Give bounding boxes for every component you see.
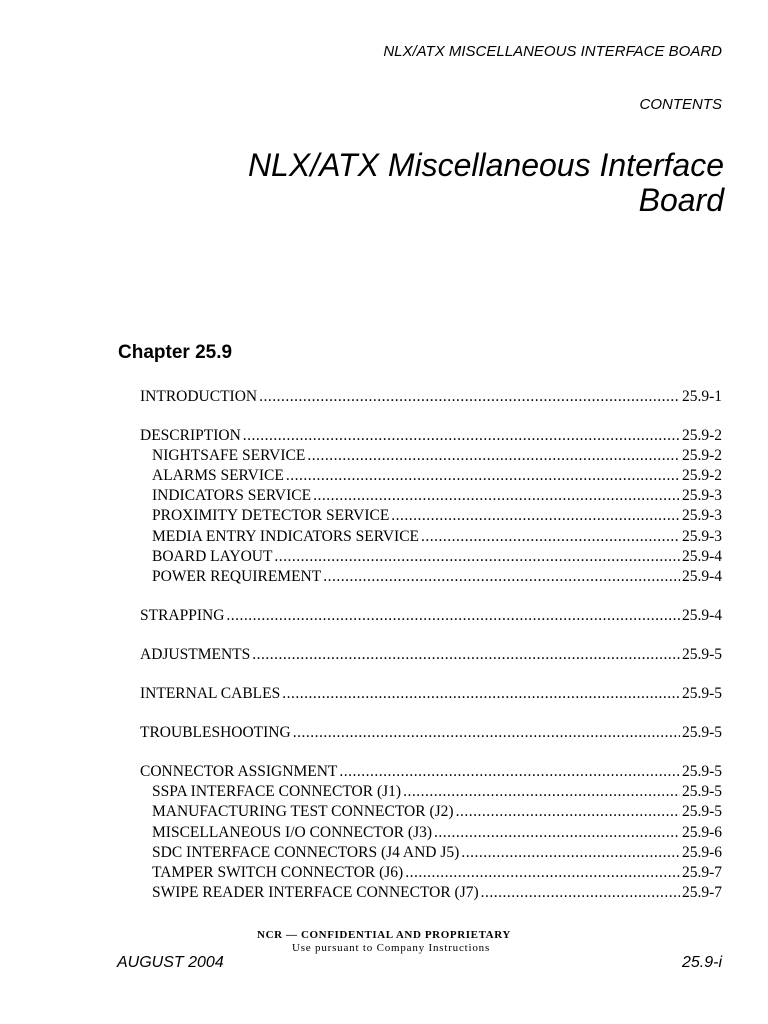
toc-entry[interactable] <box>140 466 722 486</box>
toc-dot-leader <box>434 823 680 843</box>
toc-entry-title: INDICATORS SERVICE <box>152 487 312 505</box>
toc-entry-page: 25.9-7 <box>681 883 722 901</box>
toc-entry-title: SSPA INTERFACE CONNECTOR (J1) <box>152 783 402 801</box>
toc-entry[interactable] <box>140 883 722 903</box>
toc-entry-page: 25.9-4 <box>681 567 722 585</box>
toc-entry-title: ALARMS SERVICE <box>152 467 284 485</box>
toc-dot-leader <box>403 782 680 802</box>
toc-dot-leader <box>456 802 680 822</box>
toc-entry-title: MEDIA ENTRY INDICATORS SERVICE <box>152 527 420 545</box>
toc-entry-page: 25.9-3 <box>681 507 722 525</box>
toc-entry[interactable] <box>140 606 722 626</box>
toc-entry[interactable] <box>140 446 722 466</box>
toc-entry-page: 25.9-2 <box>681 427 722 445</box>
toc-dot-leader <box>243 426 680 446</box>
toc-entry-page: 25.9-3 <box>681 487 722 505</box>
toc-dot-leader <box>421 527 680 547</box>
toc-group <box>140 645 722 665</box>
toc-entry[interactable] <box>140 486 722 506</box>
toc-entry[interactable] <box>140 843 722 863</box>
toc-dot-leader <box>481 883 680 903</box>
toc-entry-title: BOARD LAYOUT <box>152 547 273 565</box>
toc-entry-page: 25.9-5 <box>681 803 722 821</box>
toc-entry[interactable] <box>140 762 722 782</box>
toc-dot-leader <box>307 446 680 466</box>
document-title-line-1: NLX/ATX Miscellaneous Interface <box>247 147 724 183</box>
toc-entry[interactable] <box>140 506 722 526</box>
footer-date: AUGUST 2004 <box>117 954 224 971</box>
toc-entry-title: NIGHTSAFE SERVICE <box>152 447 306 465</box>
toc-entry[interactable] <box>140 426 722 446</box>
toc-dot-leader <box>461 843 680 863</box>
toc-dot-leader <box>405 863 680 883</box>
toc-entry[interactable] <box>140 782 722 802</box>
toc-entry[interactable] <box>140 823 722 843</box>
toc-entry-title: CONNECTOR ASSIGNMENT <box>140 763 338 781</box>
toc-entry-page: 25.9-2 <box>681 447 722 465</box>
table-of-contents <box>140 387 722 922</box>
toc-dot-leader <box>286 466 680 486</box>
toc-entry-title: DESCRIPTION <box>140 427 241 445</box>
toc-entry[interactable] <box>140 547 722 567</box>
toc-group <box>140 426 722 587</box>
toc-entry-page: 25.9-1 <box>681 388 722 405</box>
toc-entry-page: 25.9-3 <box>681 527 722 545</box>
confidentiality-line: NCR — CONFIDENTIAL AND PROPRIETARY <box>257 929 511 941</box>
toc-dot-leader <box>313 486 680 506</box>
toc-entry-page: 25.9-2 <box>681 467 722 485</box>
toc-entry-title: SWIPE READER INTERFACE CONNECTOR (J7) <box>152 883 479 901</box>
toc-entry[interactable] <box>140 645 722 665</box>
toc-entry-title: INTERNAL CABLES <box>140 685 281 703</box>
toc-dot-leader <box>282 684 680 704</box>
document-title <box>124 148 724 218</box>
toc-group <box>140 606 722 626</box>
toc-entry-title: TROUBLESHOOTING <box>140 724 291 742</box>
toc-entry-page: 25.9-5 <box>681 724 722 742</box>
usage-instruction-line: Use pursuant to Company Instructions <box>291 942 491 954</box>
chapter-heading: Chapter 25.9 <box>118 342 233 363</box>
toc-dot-leader <box>259 387 680 407</box>
toc-entry-title: MANUFACTURING TEST CONNECTOR (J2) <box>152 803 454 821</box>
toc-entry-title: MISCELLANEOUS I/O CONNECTOR (J3) <box>152 823 433 841</box>
toc-entry[interactable] <box>140 684 722 704</box>
toc-entry[interactable] <box>140 387 722 407</box>
toc-entry-title: PROXIMITY DETECTOR SERVICE <box>152 507 390 525</box>
toc-group <box>140 723 722 743</box>
toc-entry-page: 25.9-6 <box>681 843 722 861</box>
toc-entry-page: 25.9-6 <box>681 823 722 841</box>
toc-dot-leader <box>252 645 680 665</box>
toc-entry-title: TAMPER SWITCH CONNECTOR (J6) <box>152 863 404 881</box>
footer-page-number: 25.9-i <box>681 954 722 971</box>
toc-entry-page: 25.9-5 <box>681 763 722 781</box>
running-head: NLX/ATX MISCELLANEOUS INTERFACE BOARD <box>383 43 722 60</box>
toc-entry-page: 25.9-4 <box>681 606 722 624</box>
toc-dot-leader <box>226 606 680 626</box>
toc-dot-leader <box>391 506 680 526</box>
toc-entry-title: ADJUSTMENTS <box>140 645 251 663</box>
toc-dot-leader <box>339 762 680 782</box>
toc-entry-page: 25.9-7 <box>681 863 722 881</box>
document-title-line-2: Board <box>638 182 724 218</box>
toc-dot-leader <box>274 547 680 567</box>
toc-group <box>140 387 722 407</box>
toc-dot-leader <box>293 723 680 743</box>
confidentiality-notice <box>0 929 768 954</box>
toc-entry[interactable] <box>140 863 722 883</box>
toc-entry-title: STRAPPING <box>140 606 225 624</box>
toc-group <box>140 684 722 704</box>
toc-entry-page: 25.9-5 <box>681 783 722 801</box>
toc-entry-page: 25.9-5 <box>681 685 722 703</box>
toc-entry-page: 25.9-5 <box>681 645 722 663</box>
toc-entry[interactable] <box>140 723 722 743</box>
toc-entry-page: 25.9-4 <box>681 547 722 565</box>
toc-dot-leader <box>323 567 680 587</box>
toc-entry[interactable] <box>140 567 722 587</box>
section-label: CONTENTS <box>639 96 722 113</box>
toc-group <box>140 762 722 903</box>
toc-entry[interactable] <box>140 802 722 822</box>
toc-entry-title: POWER REQUIREMENT <box>152 567 322 585</box>
toc-entry-title: SDC INTERFACE CONNECTORS (J4 AND J5) <box>152 843 460 861</box>
toc-entry-title: INTRODUCTION <box>140 388 258 405</box>
toc-entry[interactable] <box>140 527 722 547</box>
